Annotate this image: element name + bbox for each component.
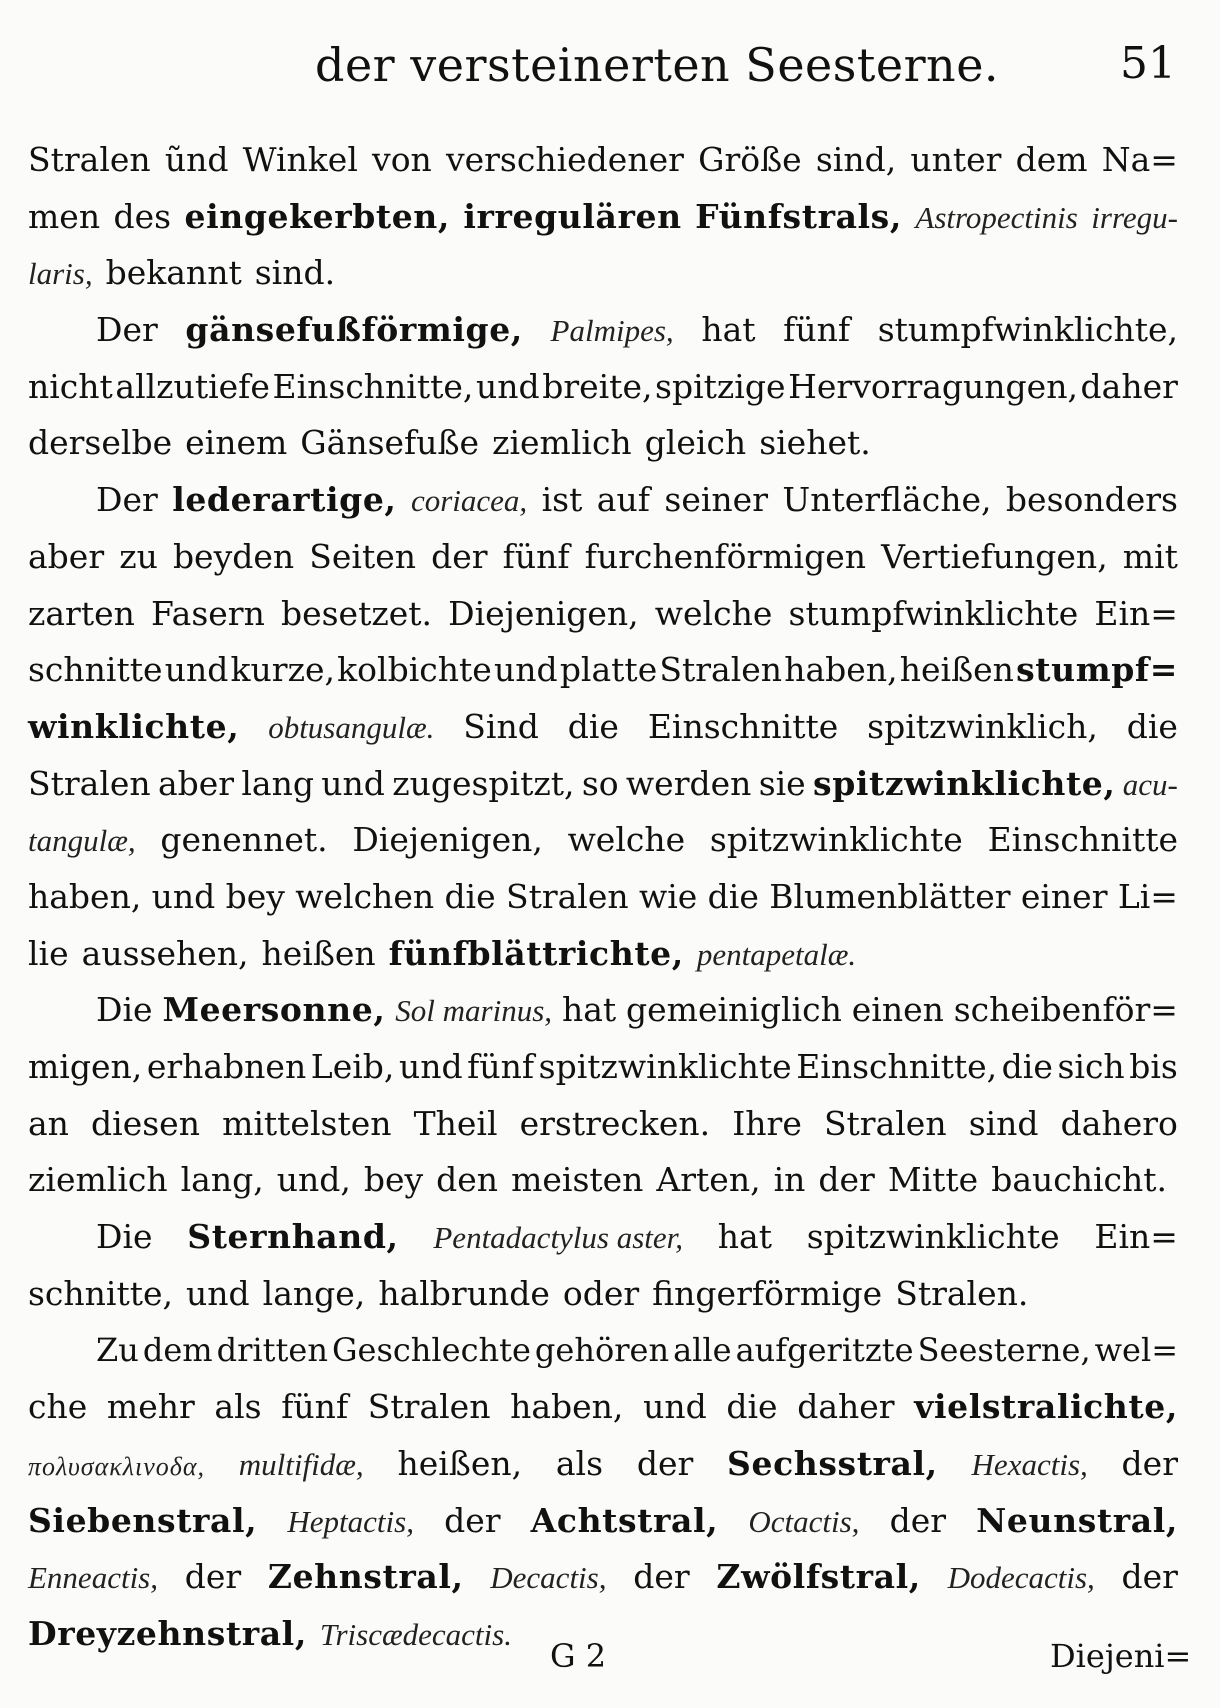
text-line: [28, 529, 1178, 586]
latin-term: multifidæ,: [238, 1446, 364, 1482]
word: Stralen.: [895, 1273, 1029, 1313]
word: gleich: [644, 423, 747, 463]
word: sind: [968, 1103, 1039, 1143]
word: meisten: [511, 1160, 644, 1200]
latin-term: Enneactis,: [28, 1560, 158, 1596]
text-line: [28, 302, 1178, 359]
word: besetzet.: [280, 593, 433, 633]
word: spitzwinklichte: [806, 1217, 1060, 1257]
word: erstrecken.: [519, 1103, 711, 1143]
latin-term: pentapetalæ.: [696, 936, 857, 972]
word: wie: [638, 876, 698, 916]
word: bey: [225, 876, 285, 916]
word: Stralen: [659, 650, 783, 690]
word: zarten: [28, 593, 135, 633]
word: aussehen,: [81, 933, 249, 973]
word: der: [184, 1557, 242, 1597]
word: siehet.: [759, 423, 871, 463]
word: lang: [241, 763, 314, 803]
text-line: [28, 1266, 1178, 1323]
word: aber: [157, 763, 235, 803]
word: unter: [910, 140, 1002, 179]
word: in: [773, 1160, 806, 1200]
word: genennet.: [160, 820, 328, 860]
latin-term: coriacea,: [410, 483, 528, 519]
word: gehören: [534, 1331, 670, 1370]
word: platte: [559, 650, 658, 690]
signature-mark: G 2: [550, 1637, 607, 1675]
latin-term: Triscædecactis.: [319, 1616, 512, 1652]
emphasized-term: winklichte,: [28, 706, 240, 746]
word: kolbichte: [337, 650, 492, 690]
word: Der: [96, 310, 158, 350]
word: bis: [1129, 1047, 1178, 1086]
word: allzutiefe: [115, 366, 270, 406]
word: hat: [561, 990, 617, 1030]
word: wel=: [1094, 1331, 1178, 1370]
word: Ein=: [1094, 593, 1178, 633]
text-line: [28, 869, 1178, 926]
word: sind,: [815, 140, 897, 179]
word: heißen: [261, 933, 376, 973]
word: ũnd: [164, 140, 229, 179]
word: bauchicht.: [991, 1160, 1168, 1200]
word: die: [726, 1387, 778, 1427]
word: welche: [654, 593, 773, 633]
latin-term: Hexactis,: [971, 1446, 1088, 1482]
emphasized-term: Fünfstrals,: [695, 196, 902, 236]
word: dritten: [216, 1331, 328, 1370]
text-line: [28, 1436, 1178, 1493]
word: scheibenför=: [953, 990, 1178, 1030]
text-line: [28, 982, 1178, 1039]
word: die: [707, 876, 759, 916]
word: welche: [567, 820, 686, 860]
word: haben,: [28, 876, 142, 916]
page-header: [0, 38, 1220, 98]
word: Winkel: [242, 140, 358, 179]
emphasized-term: Achtstral,: [530, 1500, 719, 1540]
word: und: [164, 650, 229, 690]
word: Stralen: [28, 763, 151, 803]
word: che: [28, 1387, 88, 1427]
word: sie: [758, 763, 806, 803]
word: Seesterne,: [917, 1331, 1091, 1370]
latin-term: Sol marinus,: [395, 993, 553, 1029]
text-line: [28, 1549, 1178, 1606]
word: sich: [1057, 1047, 1125, 1086]
word: fünf: [467, 1047, 535, 1086]
word: haben,: [510, 1387, 624, 1427]
word: halbrunde: [378, 1273, 550, 1313]
text-line: [28, 642, 1178, 699]
word: der: [431, 536, 488, 576]
emphasized-term: irregulären: [463, 196, 682, 236]
word: beyden: [172, 536, 295, 576]
text-line: [28, 1039, 1178, 1096]
emphasized-term: vielstralichte,: [914, 1387, 1178, 1427]
word: stumpfwinklichte,: [877, 310, 1178, 350]
word: ziemlich: [492, 423, 632, 463]
word: besonders: [1005, 480, 1178, 520]
word: kurze,: [230, 650, 335, 690]
word: der: [636, 1443, 694, 1483]
word: die: [567, 706, 619, 746]
word: zugespitzt,: [392, 763, 575, 803]
word: migen,: [28, 1047, 143, 1086]
word: nicht: [28, 366, 113, 406]
word: lie: [28, 933, 69, 973]
word: verschiedener: [445, 140, 684, 179]
word: einen: [851, 990, 944, 1030]
word: schnitte: [28, 650, 163, 690]
word: spitzwinklich,: [867, 706, 1098, 746]
text-line: [28, 1209, 1178, 1266]
word: Stralen: [28, 140, 151, 179]
word: fünf: [281, 1387, 349, 1427]
emphasized-term: Siebenstral,: [28, 1500, 258, 1540]
word: Blumenblätter: [769, 876, 1011, 916]
word: Einschnitte: [647, 706, 839, 746]
text-line: [28, 132, 1178, 189]
word: auf: [596, 480, 650, 520]
emphasized-term: Sternhand,: [187, 1217, 399, 1257]
text-line: [28, 415, 1178, 472]
word: die: [1001, 1047, 1053, 1086]
word: des: [113, 196, 172, 236]
word: Sind: [463, 706, 539, 746]
word: einem: [185, 423, 288, 463]
word: dem: [142, 1331, 213, 1370]
word: Die: [96, 1217, 153, 1257]
latin-term: obtusangulæ.: [268, 709, 435, 745]
word: bekannt: [105, 253, 242, 293]
text-line: [28, 812, 1178, 869]
word: Fasern: [151, 593, 265, 633]
emphasized-term: spitzwinklichte,: [813, 763, 1116, 803]
word: lange,: [262, 1273, 366, 1313]
word: mit: [1122, 536, 1178, 576]
word: Diejenigen,: [352, 820, 543, 860]
word: und,: [276, 1160, 351, 1200]
word: Ein=: [1094, 1217, 1178, 1257]
word: hat: [701, 310, 756, 350]
word: daher: [797, 1387, 895, 1427]
word: Seiten: [309, 536, 416, 576]
word: bey: [363, 1160, 424, 1200]
word: die: [1126, 706, 1178, 746]
emphasized-term: Sechsstral,: [727, 1443, 938, 1483]
word: Unterfläche,: [782, 480, 992, 520]
word: Mitte: [887, 1160, 979, 1200]
word: Na=: [1101, 140, 1178, 179]
emphasized-term: Meersonne,: [162, 990, 386, 1030]
word: und: [398, 1047, 463, 1086]
word: der: [1121, 1443, 1178, 1483]
word: diesen: [91, 1103, 200, 1143]
word: und: [643, 1387, 707, 1427]
word: seiner: [664, 480, 768, 520]
word: spitzige: [655, 366, 786, 406]
word: als: [555, 1443, 604, 1483]
word: Stralen: [505, 876, 629, 916]
word: Einschnitte: [987, 820, 1178, 860]
word: erhabnen: [146, 1047, 307, 1086]
latin-term: Dodecactis,: [947, 1560, 1095, 1596]
greek-term: πολυσακλινοδα,: [28, 1451, 205, 1481]
word: Zu: [96, 1331, 139, 1370]
word: haben,: [784, 650, 898, 690]
word: werden: [625, 763, 752, 803]
word: Vertiefungen,: [881, 536, 1108, 576]
word: den: [436, 1160, 499, 1200]
word: an: [28, 1103, 69, 1143]
word: lang,: [180, 1160, 264, 1200]
word: zu: [119, 536, 158, 576]
word: Stralen: [823, 1103, 947, 1143]
word: spitzwinklichte: [709, 820, 963, 860]
latin-term: Palmipes,: [550, 313, 674, 349]
word: breite,: [542, 366, 653, 406]
word: ist: [541, 480, 583, 520]
latin-term: Decactis,: [490, 1560, 607, 1596]
word: der: [889, 1500, 947, 1540]
word: und: [186, 1273, 250, 1313]
word: sind.: [254, 253, 336, 293]
word: spitzwinklichte: [538, 1047, 792, 1086]
latin-term: irregu-: [1091, 199, 1178, 235]
text-line: [28, 245, 1178, 302]
text-line: [28, 1322, 1178, 1379]
word: Größe: [698, 140, 802, 179]
running-head: der versteinerten Seesterne.: [315, 38, 1000, 92]
text-line: [28, 1096, 1178, 1153]
text-line: [28, 1379, 1178, 1436]
word: Geschlechte: [331, 1331, 531, 1370]
word: fingerförmige: [652, 1273, 883, 1313]
text-line: [28, 699, 1178, 756]
word: Einschnitte,: [272, 366, 474, 406]
word: Diejenigen,: [448, 593, 639, 633]
word: alle: [673, 1331, 732, 1370]
word: heißen: [899, 650, 1014, 690]
latin-term: Heptactis,: [287, 1503, 414, 1539]
word: mehr: [106, 1387, 195, 1427]
word: welchen: [295, 876, 435, 916]
emphasized-term: fünfblättrichte,: [388, 933, 684, 973]
word: hat: [717, 1217, 772, 1257]
latin-term: Pentadactylus aster,: [433, 1220, 684, 1256]
word: der: [818, 1160, 875, 1200]
word: derselbe: [28, 423, 173, 463]
word: heißen,: [397, 1443, 523, 1483]
word: aber: [28, 536, 105, 576]
word: der: [1121, 1557, 1178, 1597]
latin-term: Astropectinis: [915, 199, 1078, 235]
word: mittelsten: [222, 1103, 392, 1143]
text-line: [28, 586, 1178, 643]
emphasized-term: gänsefußförmige,: [185, 310, 523, 350]
word: und: [493, 650, 558, 690]
text-line: [28, 1493, 1178, 1550]
emphasized-term: Neunstral,: [976, 1500, 1178, 1540]
word: dem: [1015, 140, 1088, 179]
text-line: [28, 926, 1178, 983]
word: Theil: [413, 1103, 498, 1143]
text-line: [28, 1152, 1178, 1209]
word: als: [214, 1387, 262, 1427]
word: fünf: [783, 310, 851, 350]
catchword: Diejeni=: [1050, 1637, 1192, 1675]
word: Der: [96, 480, 158, 520]
word: Leib,: [310, 1047, 395, 1086]
word: Einschnitte,: [796, 1047, 998, 1086]
emphasized-term: eingekerbten,: [184, 196, 450, 236]
text-line: [28, 359, 1178, 416]
word: und: [151, 876, 216, 916]
word: ziemlich: [28, 1160, 168, 1200]
latin-term: tangulæ,: [28, 823, 136, 859]
latin-term: Octactis,: [748, 1503, 860, 1539]
text-line: [28, 756, 1178, 813]
word: so: [581, 763, 619, 803]
word: fünf: [502, 536, 570, 576]
latin-term: laris,: [28, 256, 93, 292]
emphasized-term: Zwölfstral,: [716, 1557, 921, 1597]
word: daher: [1080, 366, 1178, 406]
word: schnitte,: [28, 1273, 174, 1313]
emphasized-term: stumpf=: [1016, 650, 1178, 690]
page-number: 51: [1120, 38, 1176, 89]
word: Stralen: [367, 1387, 491, 1427]
word: Ihre: [732, 1103, 802, 1143]
word: Li=: [1117, 876, 1178, 916]
word: furchenförmigen: [584, 536, 867, 576]
word: oder: [562, 1273, 640, 1313]
word: der: [444, 1500, 501, 1540]
emphasized-term: Zehnstral,: [267, 1557, 464, 1597]
text-line: [28, 472, 1178, 529]
text-line: [28, 189, 1178, 246]
word: von: [372, 140, 432, 179]
word: die: [444, 876, 496, 916]
page-footer: [0, 1637, 1220, 1687]
word: einer: [1020, 876, 1108, 916]
word: gemeiniglich: [626, 990, 842, 1030]
word: stumpfwinklichte: [788, 593, 1079, 633]
word: Die: [96, 990, 153, 1030]
emphasized-term: lederartige,: [172, 480, 397, 520]
word: und: [321, 763, 385, 803]
word: und: [475, 366, 540, 406]
word: der: [633, 1557, 690, 1597]
word: men: [28, 196, 101, 236]
emphasized-term: Dreyzehnstral,: [28, 1613, 307, 1653]
word: Arten,: [656, 1160, 761, 1200]
body-text: [28, 132, 1178, 1663]
latin-term: acu-: [1122, 766, 1178, 802]
word: dahero: [1060, 1103, 1178, 1143]
word: aufgeritzte: [735, 1331, 914, 1370]
word: Hervorragungen,: [788, 366, 1078, 406]
word: Gänsefuße: [300, 423, 480, 463]
